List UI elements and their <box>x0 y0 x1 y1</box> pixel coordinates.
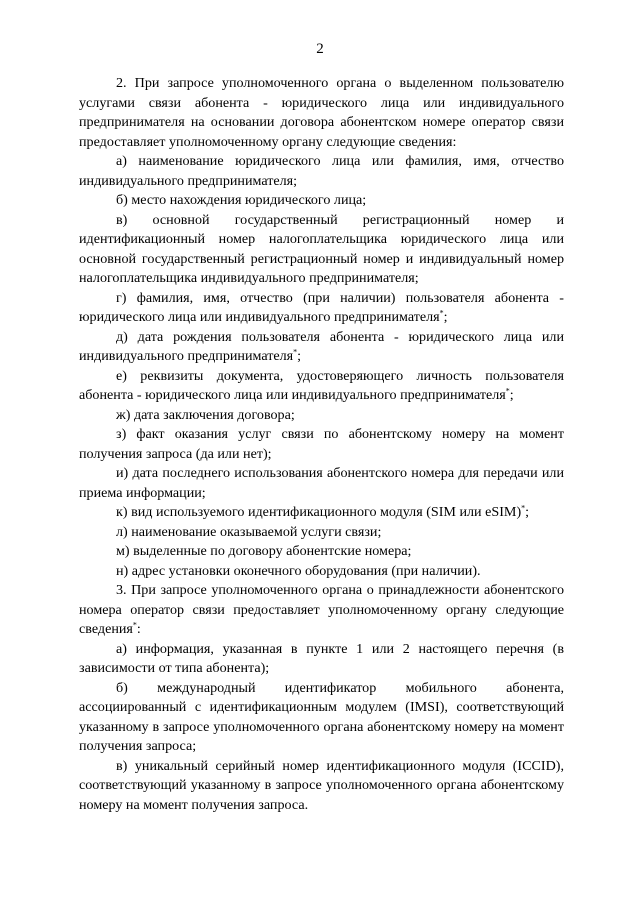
paragraph-text: а) информация, указанная в пункте 1 или 2 настоящего перечня (в зависимости от типа абонента); <box>79 640 564 676</box>
item-2z <box>79 425 564 464</box>
paragraph-text: а) наименование юридического лица или фамилия, имя, отчество индивидуального предпринимателя; <box>79 153 564 189</box>
item-2e <box>79 367 564 406</box>
item-2n <box>79 562 564 582</box>
paragraph-text: м) выделенные по договору абонентские номера; <box>116 543 412 559</box>
paragraph-text: в) основной государственный регистрационный номер и идентификационный номер налогоплательщика юридического лица или основной государственный регистрационный номер и индивидуальный номер налогоплательщика индивидуального предпринимателя; <box>79 211 564 286</box>
paragraph-text: б) международный идентификатор мобильного абонента, ассоциированный с идентификационным модулем (IMSI), соответствующий указанному в запросе уполномоченного органа абонентскому номеру на момент получения запроса; <box>79 679 564 754</box>
item-2zh <box>79 406 564 426</box>
paragraph-text: в) уникальный серийный номер идентификационного модуля (ICCID), соответствующий указанному в запросе уполномоченного органа абонентскому номеру на момент получения запроса. <box>79 757 564 813</box>
footnote-mark: * <box>505 386 510 396</box>
footnote-mark: * <box>293 347 298 357</box>
paragraph-text: н) адрес установки оконечного оборудования (при наличии). <box>116 562 481 579</box>
paragraph-tail: ; <box>525 504 530 520</box>
paragraph-text: д) дата рождения пользователя абонента - юридического лица или индивидуального предпринимателя <box>79 328 564 364</box>
paragraph-3 <box>79 581 564 640</box>
paragraph-text: л) наименование оказываемой услуги связи; <box>116 523 382 540</box>
item-2a <box>79 152 564 191</box>
paragraph-text: б) место нахождения юридического лица; <box>116 192 367 208</box>
document-body <box>79 74 564 815</box>
footnote-mark: * <box>132 620 137 630</box>
paragraph-text: к) вид используемого идентификационного модуля (SIM или eSIM) <box>116 504 522 520</box>
paragraph-text: 2. При запросе уполномоченного органа о выделенном пользователю услугами связи абонента - юридического лица или индивидуального предпринимателя на основании договора абонентском номере оператор связи предоставляет уполномоченному органу следующие сведения: <box>79 75 564 150</box>
paragraph-text: 3. При запросе уполномоченного органа о принадлежности абонентского номера оператор связи предоставляет уполномоченному органу следующие сведения <box>79 582 564 637</box>
item-2i <box>79 464 564 503</box>
paragraph-tail: ; <box>509 387 514 403</box>
paragraph-tail: ; <box>443 309 448 325</box>
paragraph-text: з) факт оказания услуг связи по абонентскому номеру на момент получения запроса (да или нет); <box>79 426 564 462</box>
page-number: 2 <box>316 41 324 57</box>
item-2g <box>79 289 564 328</box>
item-2m <box>79 542 564 562</box>
item-2k <box>79 503 564 523</box>
footnote-mark: * <box>521 503 526 513</box>
paragraph-text: и) дата последнего использования абонентского номера для передачи или приема информации; <box>79 465 564 501</box>
paragraph-text: г) фамилия, имя, отчество (при наличии) пользователя абонента - юридического лица или индивидуального предпринимателя <box>79 289 564 325</box>
paragraph-2 <box>79 74 564 152</box>
paragraph-text: ж) дата заключения договора; <box>116 406 295 423</box>
item-3a <box>79 640 564 679</box>
paragraph-text: е) реквизиты документа, удостоверяющего личность пользователя абонента - юридического лица или индивидуального предпринимателя <box>79 367 564 403</box>
paragraph-tail: ; <box>297 348 302 364</box>
item-2v <box>79 211 564 289</box>
item-3v <box>79 757 564 816</box>
item-2d <box>79 328 564 367</box>
item-3b <box>79 679 564 757</box>
footnote-mark: * <box>439 308 444 318</box>
paragraph-tail: : <box>136 621 141 637</box>
item-2l <box>79 523 564 543</box>
item-2b <box>79 191 564 211</box>
